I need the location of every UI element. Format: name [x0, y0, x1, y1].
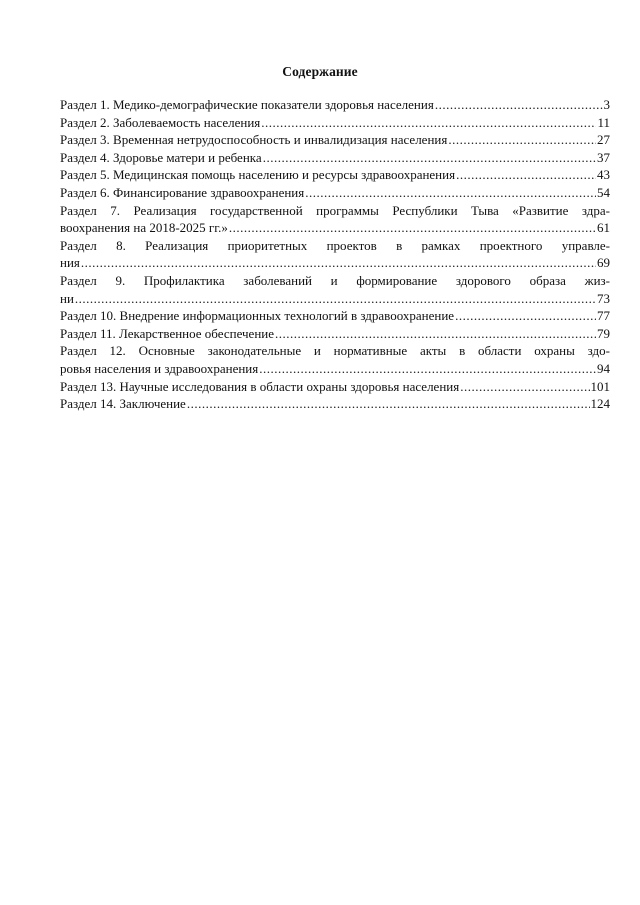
toc-entry-title: ния — [60, 255, 80, 271]
dot-leader — [435, 96, 603, 114]
toc-entry-section-10 — [60, 307, 610, 325]
toc-entry-section-9-line-1: Раздел 9. Профилактика заболеваний и формирование здорового образа жиз- — [60, 272, 610, 288]
toc-entry-section-7 — [60, 219, 610, 237]
toc-page-number: 37 — [597, 149, 610, 165]
toc-page-number: 43 — [597, 167, 610, 183]
toc-entry-section-8 — [60, 254, 610, 272]
toc-entry-section-3 — [60, 131, 610, 149]
toc-entry-title: Раздел 5. Медицинская помощь населению и ресурсы здравоохранения — [60, 167, 456, 183]
dot-leader — [261, 114, 596, 132]
toc-page-number: 27 — [597, 132, 610, 148]
toc-entry-section-5 — [60, 166, 610, 184]
dot-leader — [448, 131, 596, 149]
toc-page-number: 79 — [597, 325, 610, 341]
toc-page-number: 3 — [603, 97, 610, 112]
toc-entry-section-7-line-1: Раздел 7. Реализация государственной программы Республики Тыва «Развитие здра- — [60, 202, 610, 218]
dot-leader — [187, 395, 590, 413]
toc-entry-title: Раздел 1. Медико-демографические показатели здоровья населения — [60, 97, 434, 112]
toc-page-number: 11 — [597, 114, 610, 130]
toc-page-number: 101 — [590, 378, 610, 394]
toc-entry-title: Раздел 4. Здоровье матери и ребенка — [60, 149, 262, 165]
toc-entry-section-11 — [60, 325, 610, 343]
toc-page-number: 61 — [597, 220, 610, 236]
dot-leader — [275, 325, 596, 343]
toc-page-number: 54 — [597, 184, 610, 200]
toc-entry-title: Раздел 2. Заболеваемость населения — [60, 114, 261, 130]
dot-leader — [229, 219, 596, 237]
toc-entry-section-2 — [60, 114, 610, 132]
toc-entry-title: ни — [60, 290, 74, 306]
toc-entry-title: Раздел 3. Временная нетрудоспособность и инвалидизация населения — [60, 132, 448, 148]
toc-entry-section-6 — [60, 184, 610, 202]
toc-entry-section-12-line-1: Раздел 12. Основные законодательные и нормативные акты в области охраны здо- — [60, 343, 610, 359]
toc-entry-title: ровья населения и здравоохранения — [60, 360, 259, 376]
toc-entry-title: Раздел 11. Лекарственное обеспечение — [60, 325, 275, 341]
toc-entry-section-9 — [60, 290, 610, 308]
page-title: Содержание — [282, 64, 358, 79]
dot-leader — [75, 290, 596, 308]
dot-leader — [305, 184, 596, 202]
toc-entry-section-13 — [60, 378, 610, 396]
toc-entry-title: воохранения на 2018-2025 гг.» — [60, 220, 228, 236]
toc-page-number: 94 — [597, 360, 610, 376]
toc-entry-section-1 — [60, 96, 610, 114]
toc-entry-section-8-line-1: Раздел 8. Реализация приоритетных проектов в рамках проектного управле- — [60, 237, 610, 253]
dot-leader — [259, 360, 596, 378]
toc-page-number: 73 — [597, 290, 610, 306]
toc-entry-section-4 — [60, 149, 610, 167]
dot-leader — [263, 149, 596, 167]
toc-entry-title: Раздел 6. Финансирование здравоохранения — [60, 184, 305, 200]
toc-page-number: 77 — [597, 308, 610, 324]
toc-page-number: 124 — [590, 396, 610, 412]
toc-entry-title: Раздел 10. Внедрение информационных технологий в здравоохранение — [60, 308, 455, 324]
dot-leader — [456, 166, 596, 184]
dot-leader — [460, 378, 589, 396]
toc-page-number: 69 — [597, 255, 610, 271]
dot-leader — [81, 254, 596, 272]
table-of-contents — [60, 96, 610, 413]
toc-entry-title: Раздел 13. Научные исследования в области охраны здоровья населения — [60, 378, 460, 394]
toc-entry-section-14 — [60, 395, 610, 413]
dot-leader — [455, 307, 596, 325]
toc-entry-section-12 — [60, 360, 610, 378]
toc-entry-title: Раздел 14. Заключение — [60, 396, 186, 412]
